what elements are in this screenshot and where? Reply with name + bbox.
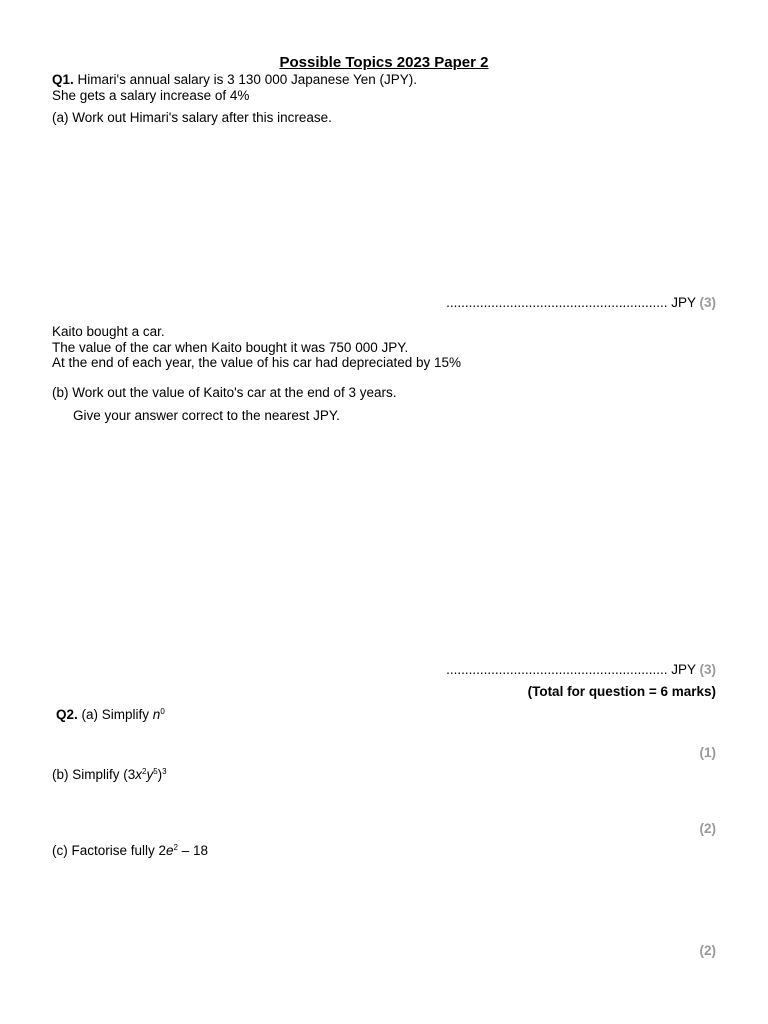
q1a-question: (a) Work out Himari's salary after this increase. bbox=[52, 110, 332, 125]
variable-x: x bbox=[135, 767, 143, 782]
answer-unit: JPY bbox=[671, 662, 696, 677]
q2c-marks: (2) bbox=[699, 943, 716, 958]
answer-dots: ........................................................... bbox=[446, 295, 668, 310]
q2b-question bbox=[52, 767, 167, 783]
q2c-prefix: (c) Factorise fully 2 bbox=[52, 843, 167, 858]
q1-intro-text1: Himari's annual salary is 3 130 000 Japanese Yen (JPY). bbox=[77, 72, 418, 87]
exponent: 3 bbox=[162, 767, 167, 776]
q2c-suffix: – 18 bbox=[178, 843, 209, 858]
exponent: 2 bbox=[173, 843, 178, 852]
q1b-answer-line bbox=[446, 662, 716, 678]
exponent: 2 bbox=[142, 767, 147, 776]
q1a-answer-line bbox=[446, 295, 716, 311]
q2-label: Q2. bbox=[56, 707, 78, 722]
answer-dots: ........................................................... bbox=[446, 662, 668, 677]
q1-label: Q1. bbox=[52, 72, 74, 87]
q2b-marks: (2) bbox=[699, 821, 716, 836]
q1-intro-line1 bbox=[52, 72, 417, 88]
q2a-prefix: (a) Simplify bbox=[81, 707, 153, 722]
q1-intro-line2: She gets a salary increase of 4% bbox=[52, 88, 250, 103]
marks-badge: (3) bbox=[699, 295, 716, 310]
marks-badge: (3) bbox=[699, 662, 716, 677]
q1b-instruction: Give your answer correct to the nearest JPY. bbox=[73, 408, 340, 423]
q2b-prefix: (b) Simplify (3 bbox=[52, 767, 136, 782]
close-paren: ) bbox=[157, 767, 163, 782]
q2c-question bbox=[52, 843, 208, 859]
page-title: Possible Topics 2023 Paper 2 bbox=[279, 54, 489, 71]
q2a-marks: (1) bbox=[699, 745, 716, 760]
q1-total-marks: (Total for question = 6 marks) bbox=[527, 684, 716, 699]
q1-car-line3: At the end of each year, the value of his car had depreciated by 15% bbox=[52, 355, 462, 370]
variable-e: e bbox=[166, 843, 174, 858]
exponent: 5 bbox=[153, 767, 158, 776]
q1-car-line1: Kaito bought a car. bbox=[52, 324, 165, 339]
q1b-question: (b) Work out the value of Kaito's car at the end of 3 years. bbox=[52, 385, 397, 400]
q1-car-line2: The value of the car when Kaito bought it was 750 000 JPY. bbox=[52, 340, 409, 355]
variable-y: y bbox=[146, 767, 154, 782]
variable-n: n bbox=[152, 707, 161, 722]
exponent: 0 bbox=[160, 707, 165, 716]
q2a-question bbox=[56, 707, 165, 723]
answer-unit: JPY bbox=[671, 295, 696, 310]
